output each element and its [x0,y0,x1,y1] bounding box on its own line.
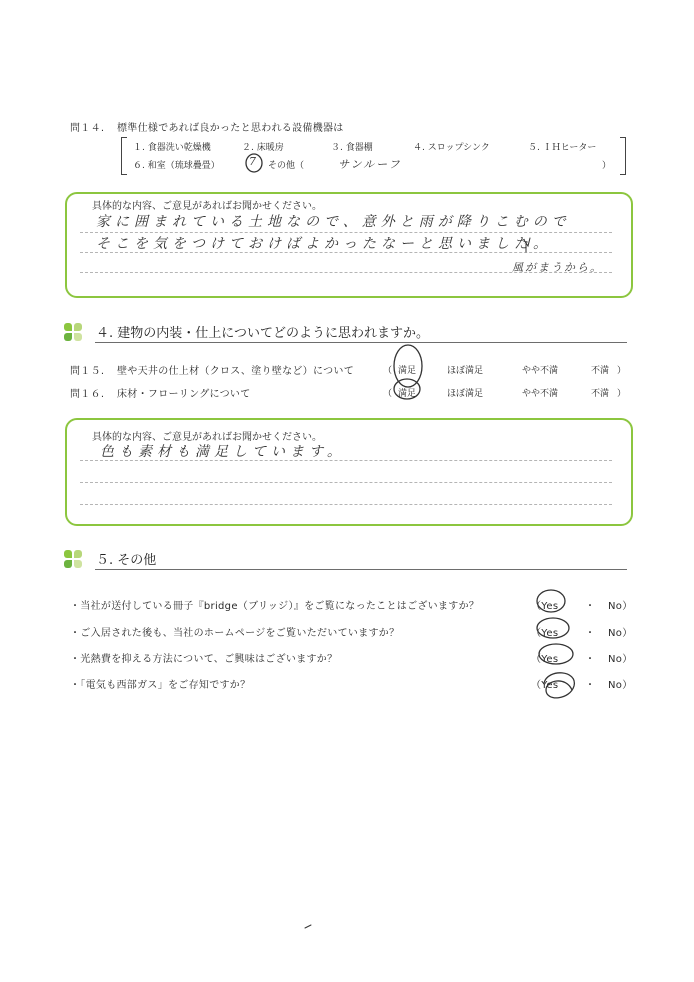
s5-q1-no: No） [608,601,633,612]
q14-close-paren: ） [602,161,612,171]
q16-label: 問１６. [70,389,105,400]
s5-q2-dot: ・ [585,628,596,639]
box2-prompt: 具体的な内容、ご意見があればお聞かせください。 [92,432,322,443]
circle-mark-q16 [394,379,420,399]
q16-scale-4: 不満 [591,389,610,399]
s5-question-1: ・当社が送付している冊子『bridge（ブリッジ）』をご覧になったことはございますか？ [70,601,480,612]
s5-q2-yes: （Yes [531,628,559,639]
s5-q4-no: No） [608,680,633,691]
s5-q4-dot: ・ [585,680,596,691]
q14-option-2: ２. 床暖房 [242,143,284,153]
q14-option-5: ５. ＩＨヒーター [528,143,597,153]
q15-scale-4: 不満 [591,366,610,376]
q14-other-answer: サンルーフ [338,158,402,171]
q16-scale-3: やや不満 [522,389,559,399]
q16-text: 床材・フローリングについて [117,389,251,400]
s5-q2-no: No） [608,628,633,639]
caret-mark [524,238,530,252]
q16-paren-close: ） [617,389,627,399]
stray-mark [305,925,311,928]
circle-mark-q14 [246,154,262,172]
q15-label: 問１５. [70,366,105,377]
circle-mark-s5-q3 [539,644,573,664]
s5-question-3: ・光熱費を抑える方法について、ご興味はございますか？ [70,654,338,665]
s5-q3-yes: （Yes [531,654,559,665]
s5-q3-no: No） [608,654,633,665]
circle-mark-s5-q4 [544,673,574,698]
box1-line-2: そこを気をつけておけばよかったなーと思いました。 [96,236,552,252]
s5-q3-dot: ・ [585,654,596,665]
q16-scale-1: 満足 [398,389,417,399]
s5-q1-yes: （Yes [531,601,559,612]
q15-scale-1: 満足 [398,366,417,376]
q14-option-1: １. 食器洗い乾燥機 [133,143,211,153]
q16-paren-open: （ [383,389,393,399]
box1-line-1: 家に囲まれている土地なので、意外と雨が降りこむので [96,214,571,230]
box1-line-3: 風がまうから。 [512,261,603,274]
s5-q1-dot: ・ [585,601,596,612]
s5-question-4: ・「電気も西部ガス」をご存知ですか？ [70,680,251,691]
circle-mark-s5-q2 [537,618,569,638]
q15-scale-2: ほぼ満足 [447,366,484,376]
section5-title: ５. その他 [96,553,157,568]
circle-mark-q15 [394,345,422,387]
q15-scale-3: やや不満 [522,366,559,376]
box1-prompt: 具体的な内容、ご意見があればお聞かせください。 [92,201,322,212]
q14-circled-number: 7 [249,155,256,168]
section4-title: ４. 建物の内装・仕上についてどのように思われますか。 [96,326,430,341]
q14-question: 標準仕様であれば良かったと思われる設備機器は [117,123,344,134]
q14-option-4: ４. スロップシンク [413,143,490,153]
q15-text: 壁や天井の仕上材（クロス、塗り壁など）について [117,366,354,377]
q16-scale-2: ほぼ満足 [447,389,484,399]
q15-paren-open: （ [383,366,393,376]
q15-paren-close: ） [617,366,627,376]
q14-option-other: その他（ [268,161,305,171]
s5-question-2: ・ご入居された後も、当社のホームページをご覧いただいていますか？ [70,628,400,639]
box2-line-1: 色も素材も満足しています。 [100,444,346,460]
q14-label: 問１４. [70,123,105,134]
s5-q4-yes: （Yes [531,680,559,691]
q14-option-3: ３. 食器棚 [331,143,373,153]
q14-option-6: ６. 和室（琉球疊畳） [133,161,220,171]
circle-mark-s5-q1 [537,590,565,612]
